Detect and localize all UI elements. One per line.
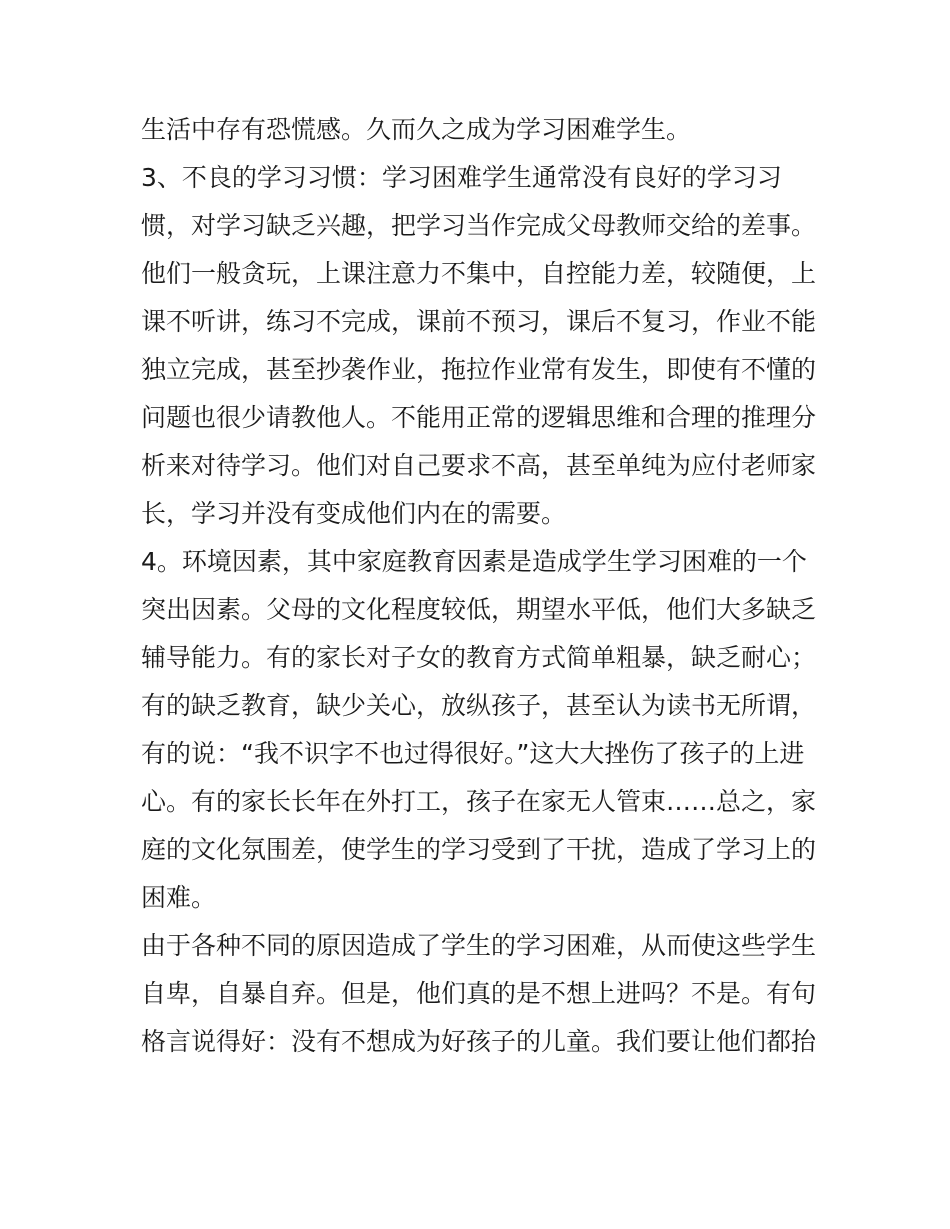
- text-line: 庭的文化氛围差，使学生的学习受到了干扰，造成了学习上的: [141, 835, 817, 864]
- text-line: 长，学习并没有变成他们内在的需要。: [141, 499, 567, 528]
- text-line: 独立完成，甚至抄袭作业，拖拉作业常有发生，即使有不懂的: [141, 355, 817, 384]
- text-line: 他们一般贪玩，上课注意力不集中，自控能力差，较随便，上: [141, 259, 817, 288]
- text-line: 心。有的家长长年在外打工，孩子在家无人管束……总之，家: [141, 787, 817, 816]
- text-line: 突出因素。父母的文化程度较低，期望水平低，他们大多缺乏: [141, 595, 817, 624]
- text-line: 4。环境因素，其中家庭教育因素是造成学生学习困难的一个: [141, 547, 807, 576]
- text-line: 3、不良的学习习惯：学习困难学生通常没有良好的学习习: [141, 163, 782, 192]
- text-line: 析来对待学习。他们对自己要求不高，甚至单纯为应付老师家: [141, 451, 817, 480]
- text-line: 问题也很少请教他人。不能用正常的逻辑思维和合理的推理分: [141, 403, 817, 432]
- document-body: [141, 106, 821, 1066]
- text-line: 有的说：“我不识字不也过得很好。”这大大挫伤了孩子的上进: [141, 739, 805, 768]
- text-line: 自卑，自暴自弃。但是，他们真的是不想上进吗？不是。有句: [141, 979, 817, 1008]
- text-line: 课不听讲，练习不完成，课前不预习，课后不复习，作业不能: [141, 307, 817, 336]
- text-line: 惯，对学习缺乏兴趣，把学习当作完成父母教师交给的差事。: [141, 211, 817, 240]
- text-line: 格言说得好：没有不想成为好孩子的儿童。我们要让他们都抬: [141, 1027, 817, 1056]
- text-line: 辅导能力。有的家长对子女的教育方式简单粗暴，缺乏耐心；: [141, 643, 817, 672]
- text-line: 由于各种不同的原因造成了学生的学习困难，从而使这些学生: [141, 931, 817, 960]
- text-line: 困难。: [141, 883, 217, 912]
- text-line: 生活中存有恐慌感。久而久之成为学习困难学生。: [141, 115, 692, 144]
- text-line: 有的缺乏教育，缺少关心，放纵孩子，甚至认为读书无所谓，: [141, 691, 817, 720]
